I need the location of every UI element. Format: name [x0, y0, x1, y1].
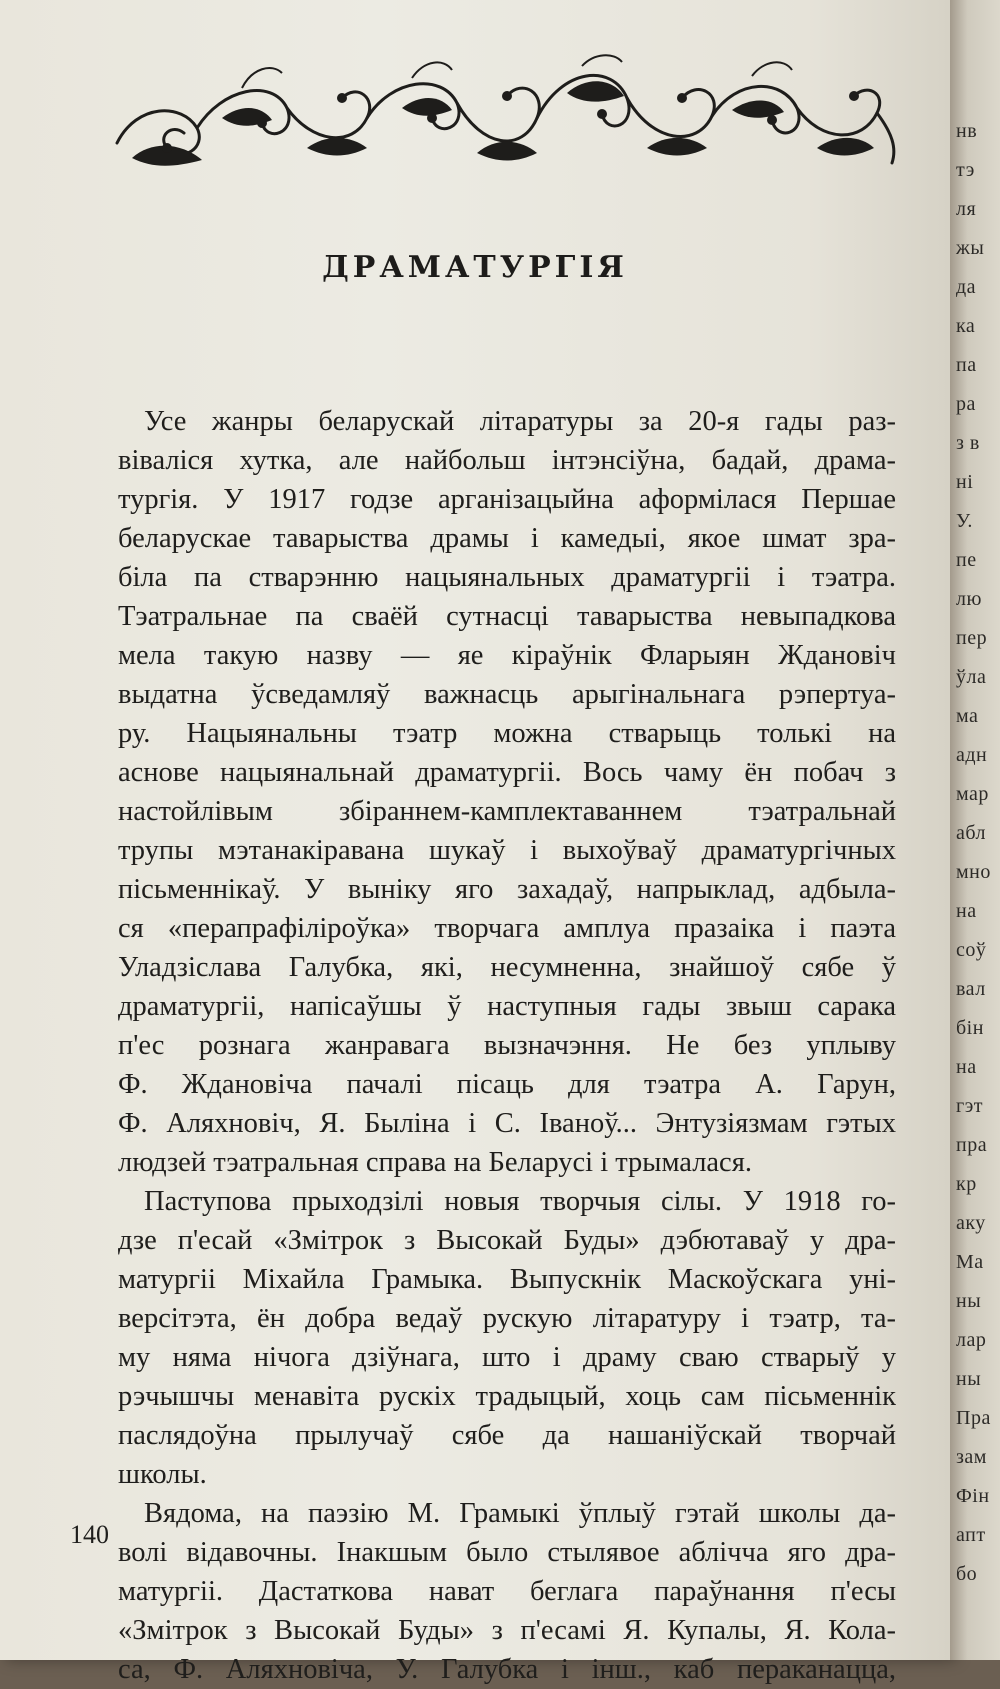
adjacent-page-fragment: бо — [956, 1563, 978, 1585]
text-line: «Змітрок з Высокай Буды» з п'есамі Я. Купалы, Я. Кола- — [118, 1615, 896, 1646]
text-line: са, Ф. Аляхновіча, У. Галубка і інш., каб пераканацца, — [118, 1654, 896, 1685]
adjacent-page-fragment: адн — [956, 744, 988, 766]
adjacent-page-fragment: пра — [956, 1134, 988, 1156]
adjacent-page-fragment: ны — [956, 1290, 982, 1312]
adjacent-page-edge — [950, 0, 1000, 1660]
adjacent-page-fragment: ма — [956, 705, 979, 727]
text-line: матургіі. Дастаткова нават беглага параўнання п'есы — [118, 1576, 896, 1607]
adjacent-page-fragment: соў — [956, 939, 987, 961]
body-text — [118, 402, 896, 1689]
adjacent-page-fragment: на — [956, 1056, 977, 1078]
adjacent-page-fragment: на — [956, 900, 977, 922]
adjacent-page-fragment: зам — [956, 1446, 987, 1468]
floral-scroll-ornament-icon — [112, 48, 902, 178]
adjacent-page-fragment: ра — [956, 393, 976, 415]
text-line: ся «перапрафіліроўка» творчага амплуа празаіка і паэта — [118, 913, 896, 944]
adjacent-page-fragment: кр — [956, 1173, 977, 1195]
adjacent-page-fragment: жы — [956, 237, 985, 259]
text-line: Ф. Ждановіча пачалі пісаць для тэатра А. Гарун, — [118, 1069, 896, 1100]
adjacent-page-fragment: ні — [956, 471, 974, 493]
adjacent-page-fragment: да — [956, 276, 977, 298]
text-line: рэчышчы менавіта рускіх традыцый, хоць сам пісьменнік — [118, 1381, 896, 1412]
text-line: дзе п'есай «Змітрок з Высокай Буды» дэбютаваў у дра- — [118, 1225, 896, 1256]
text-line: мела такую назву — яе кіраўнік Фларыян Ждановіч — [118, 640, 896, 671]
adjacent-page-fragment: мар — [956, 783, 989, 805]
adjacent-page-fragment: пер — [956, 627, 988, 649]
text-line: тургія. У 1917 годзе арганізацыйна аформілася Першае — [118, 484, 896, 515]
adjacent-page-fragment: па — [956, 354, 977, 376]
adjacent-page-fragment: ка — [956, 315, 976, 337]
text-line: выдатна ўсведамляў важнасць арыгінальнага рэпертуа- — [118, 679, 896, 710]
text-line: школы. — [118, 1459, 207, 1490]
text-line: ру. Нацыянальны тэатр можна стварыць толькі на — [118, 718, 896, 749]
adjacent-page-fragment: абл — [956, 822, 987, 844]
text-line: Усе жанры беларускай літаратуры за 20-я гады раз- — [144, 406, 896, 437]
text-line: біла па стварэнню нацыянальных драматургіі і тэатра. — [118, 562, 896, 593]
adjacent-page-fragment: ны — [956, 1368, 982, 1390]
adjacent-page-fragment: Ма — [956, 1251, 984, 1273]
adjacent-page-fragment: Фін — [956, 1485, 990, 1507]
text-line: Тэатральнае па сваёй сутнасці таварыства невыпадкова — [118, 601, 896, 632]
text-line: паслядоўна прылучаў сябе да нашаніўскай творчай — [118, 1420, 896, 1451]
text-line: Уладзіслава Галубка, які, несумненна, знайшоў сябе ў — [118, 952, 896, 983]
adjacent-page-fragment: мно — [956, 861, 991, 883]
text-line: беларускае таварыства драмы і камедыі, якое шмат зра- — [118, 523, 896, 554]
adjacent-page-fragment: Пра — [956, 1407, 991, 1429]
adjacent-page-fragment: ля — [956, 198, 977, 220]
text-line: версітэта, ён добра ведаў рускую літаратуру і тэатр, та- — [118, 1303, 896, 1334]
adjacent-page-fragment: з в — [956, 432, 980, 454]
adjacent-page-fragment: вал — [956, 978, 986, 1000]
text-line: Паступова прыходзілі новыя творчыя сілы. У 1918 го- — [144, 1186, 896, 1217]
adjacent-page-fragment: лар — [956, 1329, 987, 1351]
adjacent-page-fragment: тэ — [956, 159, 975, 181]
adjacent-page-fragment: ўла — [956, 666, 987, 688]
text-line: Ф. Аляхновіч, Я. Быліна і С. Іваноў... Энтузіязмам гэтых — [118, 1108, 896, 1139]
text-line: драматургіі, напісаўшы ў наступныя гады звыш сарака — [118, 991, 896, 1022]
text-line: Вядома, на паэзію М. Грамыкі ўплыў гэтай школы да- — [144, 1498, 896, 1529]
text-line: аснове нацыянальнай драматургіі. Вось чаму ён побач з — [118, 757, 896, 788]
adjacent-page-fragment: У. — [956, 510, 973, 532]
adjacent-page-fragment: аку — [956, 1212, 986, 1234]
text-line: людзей тэатральная справа на Беларусі і трымалася. — [118, 1147, 752, 1178]
text-line: му няма нічога дзіўнага, што і драму сваю стварыў у — [118, 1342, 896, 1373]
text-line: віваліся хутка, але найбольш інтэнсіўна, бадай, драма- — [118, 445, 896, 476]
text-line: волі відавочны. Інакшым было стылявое аблічча яго дра- — [118, 1537, 896, 1568]
text-line: пісьменнікаў. У выніку яго захадаў, напрыклад, адбыла- — [118, 874, 896, 905]
adjacent-page-fragment: пе — [956, 549, 977, 571]
chapter-title: ДРАМАТУРГІЯ — [322, 250, 628, 285]
text-line: настойлівым збіраннем-камплектаваннем тэатральнай — [118, 796, 896, 827]
adjacent-page-fragment: нв — [956, 120, 978, 142]
adjacent-page-fragment: апт — [956, 1524, 986, 1546]
text-line: п'ес рознага жанравага вызначэння. Не без уплыву — [118, 1030, 896, 1061]
adjacent-page-fragment: лю — [956, 588, 982, 610]
text-line: матургіі Міхайла Грамыка. Выпускнік Маскоўскага уні- — [118, 1264, 896, 1295]
adjacent-page-fragment: гэт — [956, 1095, 984, 1117]
text-line: трупы мэтанакіравана шукаў і выхоўваў драматургічных — [118, 835, 896, 866]
adjacent-page-fragment: бін — [956, 1017, 984, 1039]
page-number: 140 — [70, 1520, 109, 1549]
